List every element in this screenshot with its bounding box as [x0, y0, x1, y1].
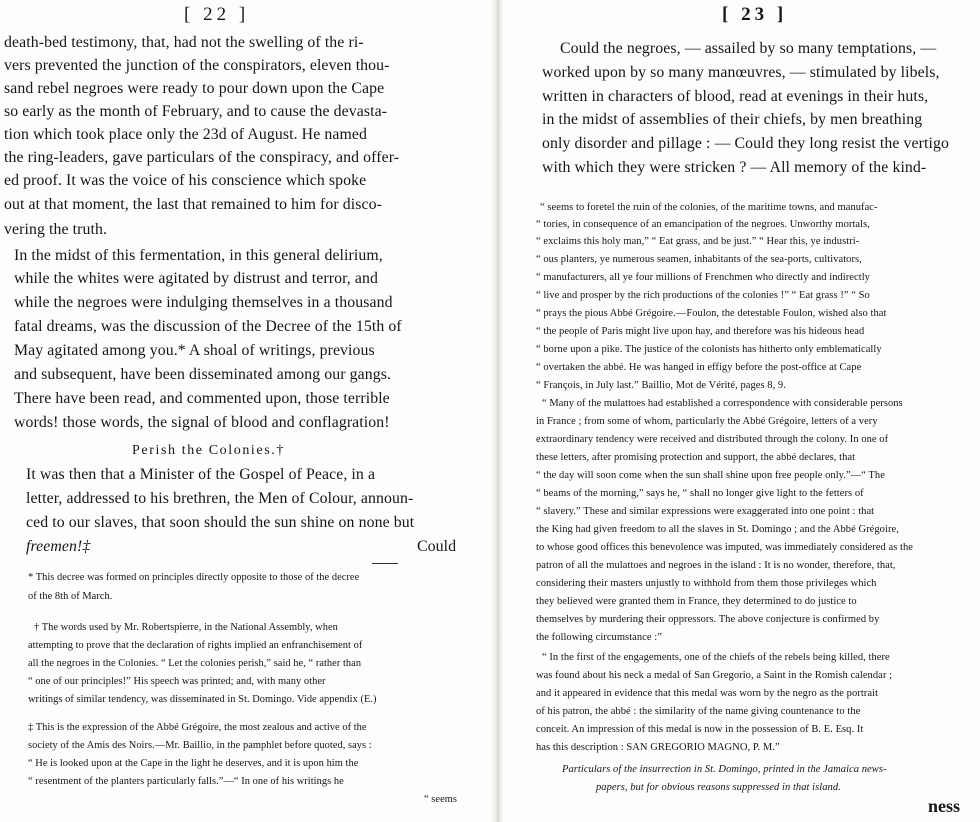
body-line: vering the truth.	[4, 221, 108, 238]
body-line: the ring-leaders, gave particulars of the conspiracy, and offer-	[4, 149, 400, 166]
body-line: only disorder and pillage : — Could they long resist the vertigo	[542, 135, 949, 152]
left-page	[0, 0, 488, 822]
body-line: words! those words, the signal of blood and conflagration!	[14, 414, 390, 431]
footnote-line: “ Many of the mulattoes had established a correspondence with considerable persons	[542, 398, 903, 409]
footnote-line: “ one of our principles!” His speech was printed; and, with many other	[28, 676, 326, 687]
body-line: ced to our slaves, that soon should the sun shine on none but	[26, 514, 415, 531]
footnote-line: “ seems to foretel the ruin of the colonies, of the maritime towns, and manufac-	[540, 202, 878, 213]
footnote-line: † The words used by Mr. Robertspierre, in the National Assembly, when	[34, 622, 338, 633]
footnote-line: patron of all the mulattoes and negroes in the island : It is no wonder, therefore, that,	[536, 560, 896, 571]
footnote-line: “ François, in July last.” Baillio, Mot de Vérité, pages 8, 9.	[536, 380, 786, 391]
footnote-line: “ ous planters, ye numerous seamen, inhabitants of the sea-ports, cultivators,	[536, 254, 862, 265]
footnote-line: was found about his neck a medal of San Gregorio, a Saint in the Romish calendar ;	[536, 670, 893, 681]
body-line: worked upon by so many manœuvres, — stimulated by libels,	[542, 64, 940, 81]
body-line: It was then that a Minister of the Gospel of Peace, in a	[26, 466, 376, 483]
catchword-left: Could	[417, 538, 457, 555]
footnote-line: “ the day will soon come when the sun shall shine upon free people only.”—“ The	[536, 470, 885, 481]
catchword-right: ness	[928, 796, 961, 816]
footnote-line: conceit. An impression of this medal is now in the possession of B. E. Esq. It	[536, 724, 864, 735]
footnote-line: ‡ This is the expression of the Abbé Grégoire, the most zealous and active of the	[28, 722, 367, 733]
footnote-line: and it appeared in evidence that this medal was worn by the negro as the portrait	[536, 688, 878, 699]
body-line: while the whites were agitated by distrust and terror, and	[14, 270, 378, 287]
footnote-catchword: “ seems	[424, 794, 457, 805]
footnote-line: writings of similar tendency, was disseminated in St. Domingo. Vide appendix (E.)	[28, 694, 377, 705]
body-line: death-bed testimony, that, had not the swelling of the ri-	[4, 34, 364, 51]
footnote-line: they believed were granted them in France, they determined to do justice to	[536, 596, 857, 607]
footnote-source: Particulars of the insurrection in St. Domingo, printed in the Jamaica news-	[562, 764, 887, 775]
footnote-line: extraordinary tendency were received and distributed through the colony. In one of	[536, 434, 889, 445]
body-line: so early as the month of February, and to cause the devasta-	[4, 103, 388, 120]
footnote-line: “ exclaims this holy man,” “ Eat grass, and be just.” “ Hear this, ye industri-	[536, 236, 860, 247]
footnote-line: themselves by murdering their oppressors. The above conjecture is confirmed by	[536, 614, 880, 625]
footnote-line: “ beams of the morning,” says he, “ shall no longer give light to the fetters of	[536, 488, 864, 499]
body-line: ed proof. It was the voice of his conscience which spoke	[4, 172, 367, 189]
footnote-line: “ slavery.” These and similar expressions were exaggerated into one point : that	[536, 506, 875, 517]
footnote-line: “ resentment of the planters particularly falls.”—“ In one of his writings he	[28, 776, 344, 787]
footnote-line: attempting to prove that the declaration of rights implied an enfranchisement of	[28, 640, 363, 651]
footnote-line: the following circumstance :”	[536, 632, 662, 643]
footnote-source: papers, but for obvious reasons suppressed in that island.	[596, 782, 841, 793]
footnote-line: “ live and prosper by the rich productions of the colonies !” “ Eat grass !” “ So	[536, 290, 870, 301]
body-line: letter, addressed to his brethren, the Men of Colour, announ-	[26, 490, 414, 507]
footnote-line: society of the Amis des Noirs.—Mr. Baillio, in the pamphlet before quoted, says :	[28, 740, 372, 751]
footnote-rule	[372, 563, 398, 564]
body-line: with which they were stricken ? — All memory of the kind-	[542, 159, 927, 176]
body-line: written in characters of blood, read at evenings in their huts,	[542, 88, 929, 105]
body-line: tion which took place only the 23d of August. He named	[4, 126, 367, 143]
page-number-left: [ 22 ]	[184, 4, 250, 25]
footnote-line: “ tories, in consequence of an emancipation of the negroes. Unworthy mortals,	[536, 219, 870, 230]
footnote-line: in France ; from some of whom, particularly the Abbé Grégoire, letters of a very	[536, 416, 878, 427]
book-gutter	[490, 0, 504, 822]
body-line: sand rebel negroes were ready to pour down upon the Cape	[4, 80, 385, 97]
body-line: May agitated among you.* A shoal of writings, previous	[14, 342, 375, 359]
body-line: out at that moment, the last that remained to him for disco-	[4, 196, 383, 213]
footnote-line: “ the people of Paris might live upon hay, and therefore was his hideous head	[536, 326, 865, 337]
footnote-line: considering their masters unjustly to withhold from them those privileges which	[536, 578, 877, 589]
body-line: In the midst of this fermentation, in this general delirium,	[14, 247, 383, 264]
footnote-line: “ In the first of the engagements, one of the chiefs of the rebels being killed, there	[542, 652, 890, 663]
body-line: freemen!‡	[26, 538, 91, 555]
right-page	[506, 0, 980, 822]
footnote-line: these letters, after promising protection and support, the abbé declares, that	[536, 452, 856, 463]
body-line: fatal dreams, was the discussion of the Decree of the 15th of	[14, 318, 402, 335]
body-line: Could the negroes, — assailed by so many temptations, —	[560, 40, 937, 57]
body-line: vers prevented the junction of the conspirators, eleven thou-	[4, 57, 390, 74]
footnote-line: of the 8th of March.	[28, 591, 113, 602]
page-number-right: [ 23 ]	[722, 4, 788, 25]
footnote-line: to whose good offices this benevolence was imputed, was immediately considered as the	[536, 542, 913, 553]
footnote-line: has this description : SAN GREGORIO MAGNO, P. M.”	[536, 742, 780, 753]
footnote-line: * This decree was formed on principles directly opposite to those of the decree	[28, 572, 360, 583]
section-heading: Perish the Colonies.†	[132, 443, 285, 458]
body-line: There have been read, and commented upon, those terrible	[14, 390, 390, 407]
body-line: in the midst of assemblies of their chiefs, by men breathing	[542, 111, 923, 128]
footnote-line: “ borne upon a pike. The justice of the colonists has hitherto only emblematically	[536, 344, 882, 355]
footnote-line: all the negroes in the Colonies. “ Let the colonies perish,” said he, “ rather than	[28, 658, 362, 669]
footnote-line: “ overtaken the abbé. He was hanged in effigy before the post-office at Cape	[536, 362, 862, 373]
body-line: while the negroes were indulging themselves in a thousand	[14, 294, 393, 311]
footnote-line: of his patron, the abbé : the similarity of the name giving countenance to the	[536, 706, 861, 717]
body-line: and subsequent, have been disseminated among our gangs.	[14, 366, 392, 383]
footnote-line: “ manufacturers, all ye four millions of Frenchmen who directly and indirectly	[536, 272, 870, 283]
footnote-line: “ prays the pious Abbé Grégoire.—Foulon, the detestable Foulon, wished also that	[536, 308, 887, 319]
footnote-line: “ He is looked upon at the Cape in the light he deserves, and it is upon him the	[28, 758, 359, 769]
footnote-line: the King had given freedom to all the slaves in St. Domingo ; and the Abbé Grégoire,	[536, 524, 899, 535]
